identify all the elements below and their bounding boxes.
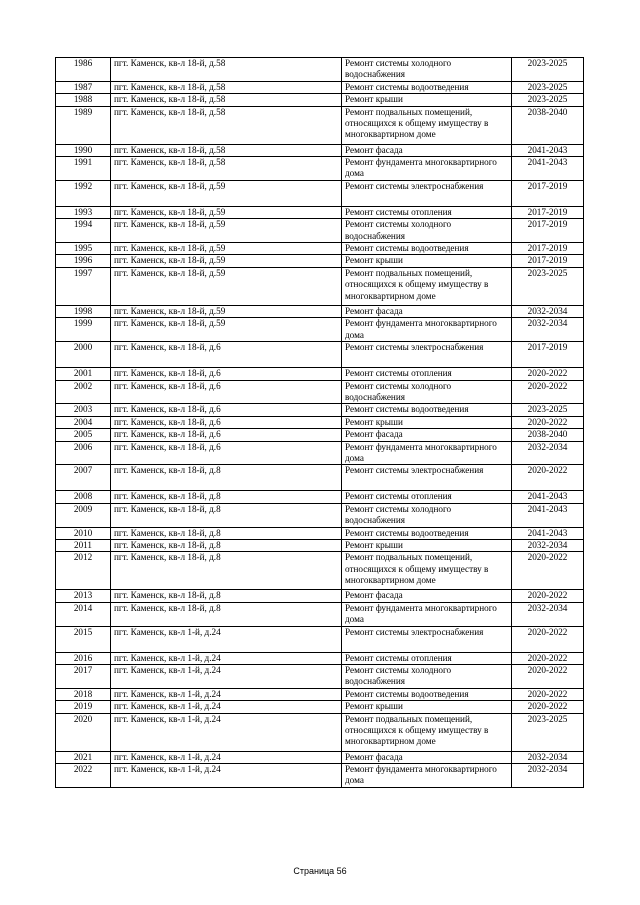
table-row — [56, 380, 584, 404]
period-cell: 2017-2019 — [512, 219, 584, 243]
row-number: 1994 — [56, 219, 111, 243]
period-cell: 2032-2034 — [512, 539, 584, 551]
row-number: 2015 — [56, 626, 111, 652]
row-number: 2004 — [56, 416, 111, 428]
address-cell: пгт. Каменск, кв-л 18-й, д.58 — [111, 144, 342, 156]
table-row — [56, 441, 584, 465]
work-type-cell: Ремонт фасада — [342, 305, 512, 317]
row-number: 1986 — [56, 58, 111, 82]
row-number: 2020 — [56, 713, 111, 751]
address-cell: пгт. Каменск, кв-л 18-й, д.58 — [111, 81, 342, 93]
address-cell: пгт. Каменск, кв-л 18-й, д.6 — [111, 342, 342, 368]
period-cell: 2020-2022 — [512, 665, 584, 689]
table-row — [56, 255, 584, 267]
work-type-cell: Ремонт крыши — [342, 416, 512, 428]
work-type-cell: Ремонт системы отопления — [342, 368, 512, 380]
work-type-cell: Ремонт подвальных помещений, относящихся к общему имуществу в многоквартирном доме — [342, 267, 512, 305]
period-cell: 2020-2022 — [512, 701, 584, 713]
address-cell: пгт. Каменск, кв-л 18-й, д.6 — [111, 429, 342, 441]
table-row — [56, 318, 584, 342]
row-number: 2013 — [56, 590, 111, 602]
period-cell: 2038-2040 — [512, 429, 584, 441]
row-number: 1999 — [56, 318, 111, 342]
period-cell: 2017-2019 — [512, 206, 584, 218]
repair-schedule-table — [55, 57, 584, 788]
address-cell: пгт. Каменск, кв-л 18-й, д.58 — [111, 106, 342, 144]
address-cell: пгт. Каменск, кв-л 18-й, д.59 — [111, 267, 342, 305]
period-cell: 2020-2022 — [512, 552, 584, 590]
work-type-cell: Ремонт фасада — [342, 590, 512, 602]
row-number: 1995 — [56, 243, 111, 255]
table-row — [56, 305, 584, 317]
period-cell: 2017-2019 — [512, 342, 584, 368]
table-row — [56, 180, 584, 206]
row-number: 2008 — [56, 491, 111, 503]
period-cell: 2023-2025 — [512, 58, 584, 82]
address-cell: пгт. Каменск, кв-л 18-й, д.8 — [111, 503, 342, 527]
period-cell: 2020-2022 — [512, 652, 584, 664]
address-cell: пгт. Каменск, кв-л 1-й, д.24 — [111, 688, 342, 700]
table-row — [56, 602, 584, 626]
period-cell: 2023-2025 — [512, 267, 584, 305]
table-row — [56, 751, 584, 763]
work-type-cell: Ремонт крыши — [342, 539, 512, 551]
period-cell: 2032-2034 — [512, 602, 584, 626]
row-number: 2018 — [56, 688, 111, 700]
period-cell: 2020-2022 — [512, 368, 584, 380]
address-cell: пгт. Каменск, кв-л 1-й, д.24 — [111, 701, 342, 713]
address-cell: пгт. Каменск, кв-л 18-й, д.8 — [111, 602, 342, 626]
period-cell: 2038-2040 — [512, 106, 584, 144]
period-cell: 2032-2034 — [512, 305, 584, 317]
row-number: 2007 — [56, 465, 111, 491]
period-cell: 2020-2022 — [512, 465, 584, 491]
work-type-cell: Ремонт крыши — [342, 94, 512, 106]
period-cell: 2020-2022 — [512, 688, 584, 700]
row-number: 1993 — [56, 206, 111, 218]
work-type-cell: Ремонт фундамента многоквартирного дома — [342, 602, 512, 626]
page-footer — [0, 866, 640, 876]
address-cell: пгт. Каменск, кв-л 18-й, д.58 — [111, 157, 342, 181]
period-cell: 2032-2034 — [512, 318, 584, 342]
row-number: 2011 — [56, 539, 111, 551]
row-number: 2010 — [56, 527, 111, 539]
address-cell: пгт. Каменск, кв-л 18-й, д.8 — [111, 590, 342, 602]
address-cell: пгт. Каменск, кв-л 1-й, д.24 — [111, 652, 342, 664]
row-number: 1992 — [56, 180, 111, 206]
table-row — [56, 106, 584, 144]
table-row — [56, 144, 584, 156]
work-type-cell: Ремонт фундамента многоквартирного дома — [342, 764, 512, 788]
work-type-cell: Ремонт подвальных помещений, относящихся к общему имуществу в многоквартирном доме — [342, 106, 512, 144]
address-cell: пгт. Каменск, кв-л 18-й, д.58 — [111, 94, 342, 106]
address-cell: пгт. Каменск, кв-л 1-й, д.24 — [111, 751, 342, 763]
table-body — [56, 58, 584, 788]
table-row — [56, 626, 584, 652]
row-number: 1991 — [56, 157, 111, 181]
row-number: 2014 — [56, 602, 111, 626]
work-type-cell: Ремонт фасада — [342, 429, 512, 441]
work-type-cell: Ремонт системы холодного водоснабжения — [342, 58, 512, 82]
table-row — [56, 713, 584, 751]
period-cell: 2020-2022 — [512, 416, 584, 428]
period-cell: 2023-2025 — [512, 81, 584, 93]
work-type-cell: Ремонт фундамента многоквартирного дома — [342, 157, 512, 181]
address-cell: пгт. Каменск, кв-л 18-й, д.59 — [111, 255, 342, 267]
address-cell: пгт. Каменск, кв-л 18-й, д.8 — [111, 539, 342, 551]
work-type-cell: Ремонт системы водоотведения — [342, 688, 512, 700]
row-number: 2000 — [56, 342, 111, 368]
row-number: 1997 — [56, 267, 111, 305]
period-cell: 2023-2025 — [512, 404, 584, 416]
address-cell: пгт. Каменск, кв-л 18-й, д.8 — [111, 465, 342, 491]
table-row — [56, 206, 584, 218]
row-number: 2005 — [56, 429, 111, 441]
work-type-cell: Ремонт подвальных помещений, относящихся к общему имуществу в многоквартирном доме — [342, 713, 512, 751]
table-row — [56, 552, 584, 590]
work-type-cell: Ремонт системы холодного водоснабжения — [342, 665, 512, 689]
period-cell: 2032-2034 — [512, 441, 584, 465]
table-row — [56, 267, 584, 305]
work-type-cell: Ремонт системы электроснабжения — [342, 180, 512, 206]
period-cell: 2023-2025 — [512, 713, 584, 751]
address-cell: пгт. Каменск, кв-л 18-й, д.6 — [111, 441, 342, 465]
work-type-cell: Ремонт фундамента многоквартирного дома — [342, 318, 512, 342]
period-cell: 2041-2043 — [512, 527, 584, 539]
period-cell: 2017-2019 — [512, 255, 584, 267]
row-number: 2006 — [56, 441, 111, 465]
work-type-cell: Ремонт фасада — [342, 751, 512, 763]
address-cell: пгт. Каменск, кв-л 18-й, д.58 — [111, 58, 342, 82]
row-number: 1998 — [56, 305, 111, 317]
address-cell: пгт. Каменск, кв-л 18-й, д.6 — [111, 416, 342, 428]
table-row — [56, 539, 584, 551]
period-cell: 2041-2043 — [512, 503, 584, 527]
table-row — [56, 465, 584, 491]
work-type-cell: Ремонт подвальных помещений, относящихся к общему имуществу в многоквартирном доме — [342, 552, 512, 590]
table-row — [56, 491, 584, 503]
table-row — [56, 81, 584, 93]
address-cell: пгт. Каменск, кв-л 18-й, д.6 — [111, 380, 342, 404]
work-type-cell: Ремонт системы отопления — [342, 652, 512, 664]
address-cell: пгт. Каменск, кв-л 18-й, д.59 — [111, 219, 342, 243]
address-cell: пгт. Каменск, кв-л 18-й, д.6 — [111, 368, 342, 380]
period-cell: 2023-2025 — [512, 94, 584, 106]
work-type-cell: Ремонт системы электроснабжения — [342, 626, 512, 652]
work-type-cell: Ремонт системы отопления — [342, 491, 512, 503]
row-number: 2017 — [56, 665, 111, 689]
period-cell: 2032-2034 — [512, 764, 584, 788]
address-cell: пгт. Каменск, кв-л 18-й, д.6 — [111, 404, 342, 416]
work-type-cell: Ремонт фундамента многоквартирного дома — [342, 441, 512, 465]
address-cell: пгт. Каменск, кв-л 18-й, д.59 — [111, 206, 342, 218]
period-cell: 2032-2034 — [512, 751, 584, 763]
work-type-cell: Ремонт фасада — [342, 144, 512, 156]
row-number: 2016 — [56, 652, 111, 664]
work-type-cell: Ремонт системы водоотведения — [342, 243, 512, 255]
table-row — [56, 701, 584, 713]
table-row — [56, 416, 584, 428]
address-cell: пгт. Каменск, кв-л 18-й, д.8 — [111, 527, 342, 539]
period-cell: 2017-2019 — [512, 243, 584, 255]
work-type-cell: Ремонт системы водоотведения — [342, 404, 512, 416]
work-type-cell: Ремонт системы электроснабжения — [342, 342, 512, 368]
row-number: 2022 — [56, 764, 111, 788]
work-type-cell: Ремонт системы водоотведения — [342, 527, 512, 539]
row-number: 1987 — [56, 81, 111, 93]
address-cell: пгт. Каменск, кв-л 18-й, д.8 — [111, 552, 342, 590]
row-number: 1988 — [56, 94, 111, 106]
table-row — [56, 157, 584, 181]
address-cell: пгт. Каменск, кв-л 1-й, д.24 — [111, 713, 342, 751]
work-type-cell: Ремонт крыши — [342, 255, 512, 267]
address-cell: пгт. Каменск, кв-л 1-й, д.24 — [111, 665, 342, 689]
table-row — [56, 688, 584, 700]
period-cell: 2020-2022 — [512, 380, 584, 404]
table-row — [56, 94, 584, 106]
row-number: 2002 — [56, 380, 111, 404]
row-number: 2012 — [56, 552, 111, 590]
table-row — [56, 219, 584, 243]
row-number: 2009 — [56, 503, 111, 527]
address-cell: пгт. Каменск, кв-л 18-й, д.8 — [111, 491, 342, 503]
row-number: 1990 — [56, 144, 111, 156]
table-row — [56, 665, 584, 689]
period-cell: 2020-2022 — [512, 626, 584, 652]
work-type-cell: Ремонт системы электроснабжения — [342, 465, 512, 491]
table-row — [56, 652, 584, 664]
period-cell: 2017-2019 — [512, 180, 584, 206]
work-type-cell: Ремонт системы холодного водоснабжения — [342, 380, 512, 404]
work-type-cell: Ремонт системы отопления — [342, 206, 512, 218]
table-row — [56, 429, 584, 441]
row-number: 2001 — [56, 368, 111, 380]
address-cell: пгт. Каменск, кв-л 18-й, д.59 — [111, 318, 342, 342]
period-cell: 2020-2022 — [512, 590, 584, 602]
row-number: 1996 — [56, 255, 111, 267]
table-row — [56, 243, 584, 255]
address-cell: пгт. Каменск, кв-л 1-й, д.24 — [111, 764, 342, 788]
period-cell: 2041-2043 — [512, 491, 584, 503]
address-cell: пгт. Каменск, кв-л 18-й, д.59 — [111, 243, 342, 255]
table-row — [56, 527, 584, 539]
period-cell: 2041-2043 — [512, 144, 584, 156]
table-row — [56, 368, 584, 380]
table-row — [56, 58, 584, 82]
row-number: 1989 — [56, 106, 111, 144]
table-row — [56, 404, 584, 416]
period-cell: 2041-2043 — [512, 157, 584, 181]
work-type-cell: Ремонт системы холодного водоснабжения — [342, 503, 512, 527]
address-cell: пгт. Каменск, кв-л 1-й, д.24 — [111, 626, 342, 652]
address-cell: пгт. Каменск, кв-л 18-й, д.59 — [111, 305, 342, 317]
work-type-cell: Ремонт системы холодного водоснабжения — [342, 219, 512, 243]
work-type-cell: Ремонт крыши — [342, 701, 512, 713]
work-type-cell: Ремонт системы водоотведения — [342, 81, 512, 93]
row-number: 2003 — [56, 404, 111, 416]
table-row — [56, 590, 584, 602]
table-row — [56, 764, 584, 788]
page-number: Страница 56 — [293, 866, 347, 876]
table-row — [56, 503, 584, 527]
table-row — [56, 342, 584, 368]
row-number: 2019 — [56, 701, 111, 713]
address-cell: пгт. Каменск, кв-л 18-й, д.59 — [111, 180, 342, 206]
row-number: 2021 — [56, 751, 111, 763]
